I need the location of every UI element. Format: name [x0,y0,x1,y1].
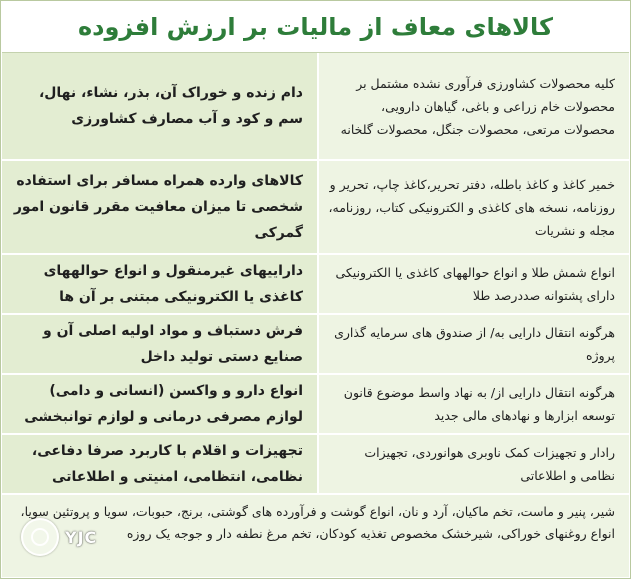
cell-text: خمیر کاغذ و کاغذ باطله، دفتر تحریر،کاغذ چاپ، تحریر و روزنامه، نسخه های کاغذی و الکترونیکی کتاب، روزنامه، مجله و نشریات [328,176,615,238]
cell-text: رادار و تجهیزات کمک ناوبری هوانوردی، تجهیزات نظامی و اطلاعاتی [364,445,615,483]
table-cell-left [2,255,317,313]
table-row [2,375,629,437]
document-title: کالاهای معاف از مالیات بر ارزش افزوده [2,2,629,53]
table-cell-left [2,53,317,159]
table-row-full-width: شیر، پنیر و ماست، تخم ماکیان، آرد و نان، انواع گوشت و فرآورده های گوشتی، برنج، حبوبات، سویا و پروتئین سویا، انواع روغنهای خوراکی، شیرخشک مخصوص تغذیه کودکان، تخم مرغ نطفه دار و جوجه یک روزه [2,495,629,577]
table-cell-right [317,315,629,373]
table-cell-left [2,375,317,433]
yjc-emblem-icon [21,518,59,556]
table-cell-right [317,375,629,433]
table-cell-left [2,315,317,373]
table-cell-left [2,435,317,493]
table-row [2,161,629,257]
table-cell-right [317,53,629,159]
table-cell-right [317,255,629,313]
cell-text: کالاهای وارده همراه مسافر برای استفاده شخصی تا میزان معافیت مقرر قانون امور گمرکی [13,173,303,241]
table-cell-right [317,435,629,493]
cell-text: داراییهای غیرمنقول و انواع حوالههای کاغذی یا الکترونیکی مبتنی بر آن ها [43,263,303,305]
table-row [2,435,629,497]
table-row [2,53,629,163]
cell-text: فرش دستباف و مواد اولیه اصلی آن و صنایع دستی تولید داخل [43,323,303,365]
table-cell-left [2,161,317,253]
cell-text: کلیه محصولات کشاورزی فرآوری نشده مشتمل بر محصولات خام زراعی و باغی، گیاهان دارویی، محصولات مرتعی، محصولات جنگل، محصولات گلخانه [340,75,615,137]
watermark-text: YJC [65,527,98,547]
cell-text: دام زنده و خوراک آن، بذر، نشاء، نهال، سم و کود و آب مصارف کشاورزی [38,85,303,127]
cell-text: انواع شمش طلا و انواع حوالههای کاغذی یا الکترونیکی دارای پشتوانه صددرصد طلا [335,265,615,303]
cell-text: تجهیزات و اقلام با کاربرد صرفا دفاعی، نظامی، انتظامی، امنیتی و اطلاعاتی [31,443,303,485]
table-row [2,315,629,377]
cell-text: هرگونه انتقال دارایی از/ به نهاد واسط موضوع قانون توسعه ابزارها و نهادهای مالی جدید [343,385,615,423]
cell-text: انواع دارو و واکسن (انسانی و دامی) لوازم مصرفی درمانی و لوازم توانبخشی [24,383,303,425]
table-cell-right [317,161,629,253]
yjc-watermark [21,517,107,557]
cell-text: هرگونه انتقال دارایی به/ از صندوق های سرمایه گذاری پروژه [334,325,615,363]
table-row [2,255,629,317]
